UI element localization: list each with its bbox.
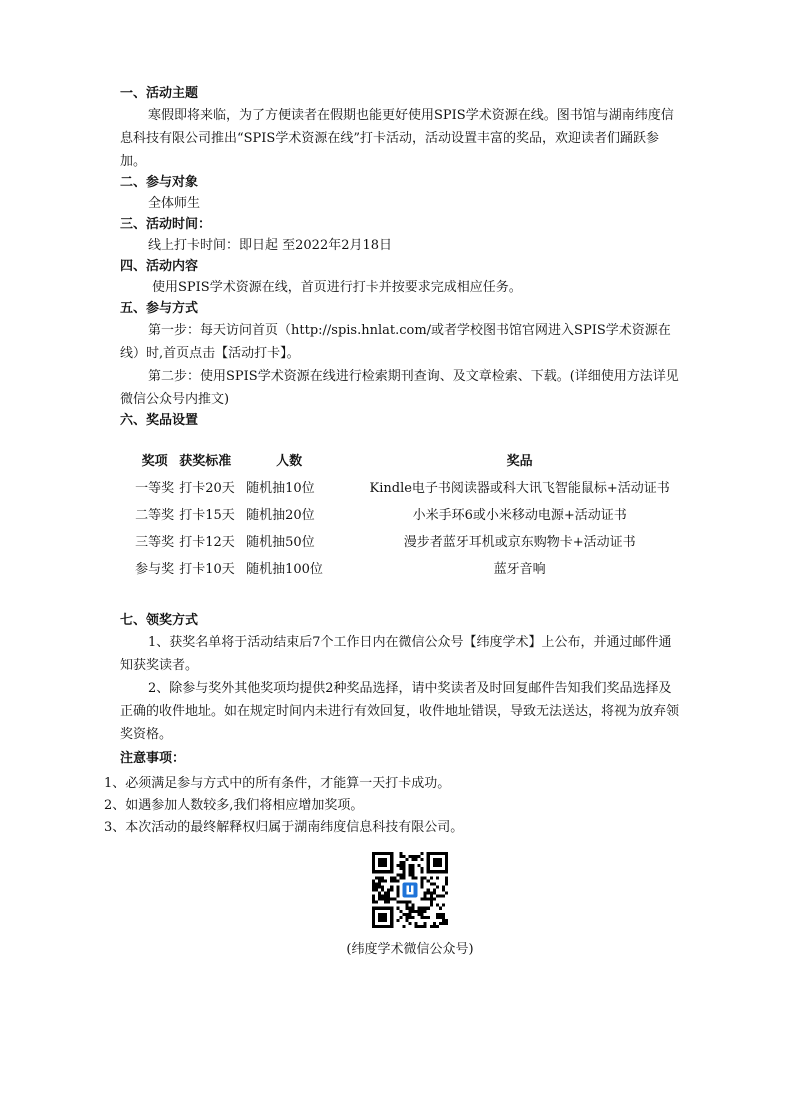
cell-prize: 蓝牙音响	[493, 562, 546, 577]
cell-criteria: 打卡20天	[179, 481, 235, 496]
cell-award: 二等奖	[135, 508, 175, 523]
cell-count: 随机抽10位	[246, 481, 315, 496]
section-4-text: 使用SPIS学术资源在线，首页进行打卡并按要求完成相应任务。	[152, 280, 522, 295]
section-1-paragraph: 寒假即将来临，为了方便读者在假期也能更好使用SPIS学术资源在线。图书馆与湖南纬度信息科技有限公司推出“SPIS学术资源在线”打卡活动，活动设置丰富的奖品，欢迎读者们踊跃参加。	[120, 108, 674, 169]
section-5-step1: 第一步：每天访问首页（http://spis.hnlat.com/或者学校图书馆官网进入SPIS学术资源在线）时,首页点击【活动打卡】。	[120, 323, 671, 361]
section-2-title: 二、参与对象	[120, 175, 199, 190]
header-criteria: 获奖标准	[179, 453, 232, 469]
table-row	[130, 527, 680, 554]
document-body	[120, 84, 680, 746]
header-award: 奖项	[141, 453, 168, 469]
list-item: 2、如遇参加人数较多,我们将相应增加奖项。	[104, 798, 364, 813]
section-5-step2: 第二步：使用SPIS学术资源在线进行检索期刊查询、及文章检索、下载。(详细使用方法详见微信公众号内推文)	[120, 369, 679, 407]
section-3-text: 线上打卡时间：即日起 至2022年2月18日	[148, 238, 393, 253]
table-row	[130, 500, 680, 527]
cell-award: 三等奖	[135, 535, 175, 550]
cell-prize: 漫步者蓝牙耳机或京东购物卡+活动证书	[403, 535, 636, 550]
cell-count: 随机抽100位	[246, 562, 323, 577]
section-7-title: 七、领奖方式	[120, 613, 199, 628]
table-row	[130, 473, 680, 500]
qr-code-icon	[372, 852, 448, 928]
list-item: 3、本次活动的最终解释权归属于湖南纬度信息科技有限公司。	[104, 820, 464, 835]
notes-title: 注意事项：	[120, 751, 186, 766]
cell-award: 一等奖	[135, 481, 175, 496]
section-5-title: 五、参与方式	[120, 301, 199, 316]
cell-criteria: 打卡12天	[179, 535, 235, 550]
list-item: 1、必须满足参与方式中的所有条件，才能算一天打卡成功。	[104, 776, 451, 791]
section-3-title: 三、活动时间：	[120, 217, 212, 232]
prize-table-header	[130, 445, 680, 473]
cell-count: 随机抽50位	[246, 535, 315, 550]
cell-criteria: 打卡15天	[179, 508, 235, 523]
cell-criteria: 打卡10天	[179, 562, 235, 577]
section-1-title: 一、活动主题	[120, 86, 199, 101]
header-count: 人数	[276, 453, 303, 469]
notes-section	[104, 749, 694, 839]
cell-count: 随机抽20位	[246, 508, 315, 523]
section-4-title: 四、活动内容	[120, 259, 199, 274]
table-row	[130, 554, 680, 581]
section-6-title: 六、奖品设置	[120, 413, 199, 428]
section-7-para-1: 1、获奖名单将于活动结束后7个工作日内在微信公众号【纬度学术】上公布，并通过邮件通知获奖读者。	[120, 635, 672, 673]
section-7-para-2: 2、除参与奖外其他奖项均提供2种奖品选择，请中奖读者及时回复邮件告知我们奖品选择及正确的收件地址。如在规定时间内未进行有效回复，收件地址错误，导致无法送达，将视为放弃领奖资格。	[120, 681, 680, 742]
header-prize: 奖品	[506, 453, 533, 469]
cell-prize: 小米手环6或小米移动电源+活动证书	[412, 508, 627, 523]
section-2-text: 全体师生	[148, 196, 201, 211]
qr-caption: (纬度学术微信公众号)	[346, 942, 474, 957]
cell-prize: Kindle电子书阅读器或科大讯飞智能鼠标+活动证书	[369, 481, 670, 496]
prize-table	[130, 445, 680, 581]
cell-award: 参与奖	[135, 562, 175, 577]
